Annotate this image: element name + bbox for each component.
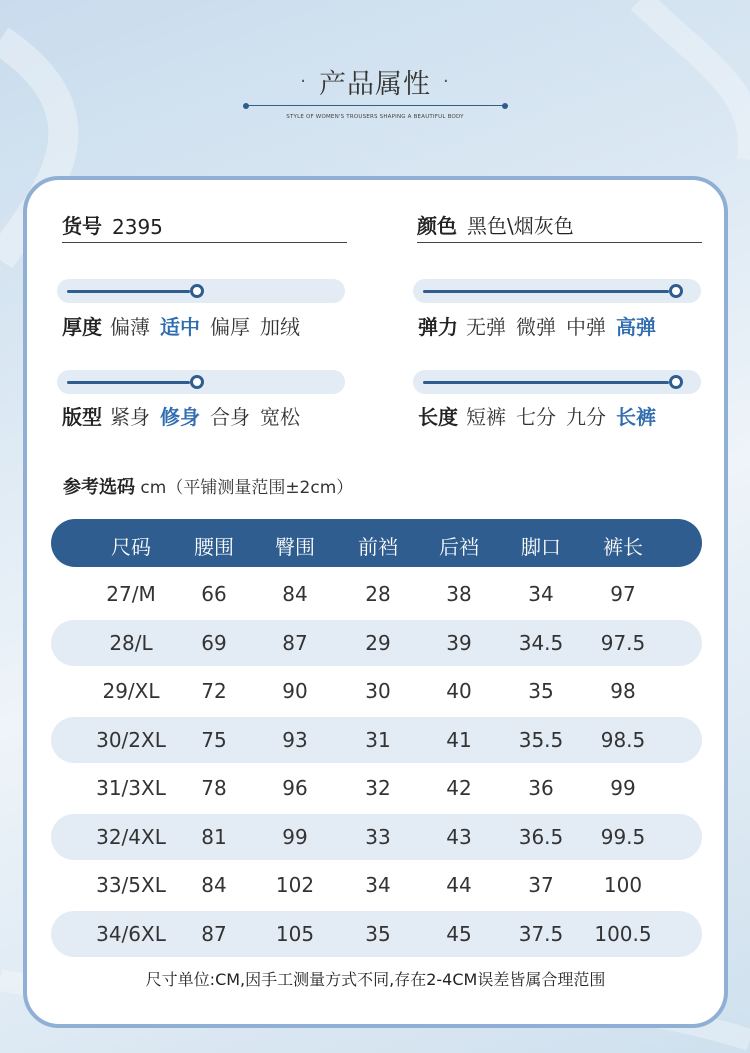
table-cell: 35.5 — [518, 727, 564, 752]
table-row — [51, 571, 702, 617]
table-row — [51, 814, 702, 860]
table-cell: 37 — [528, 873, 554, 897]
elasticity-option: 中弹 — [566, 315, 606, 339]
table-cell: 29 — [365, 630, 391, 655]
color-value: 黑色\烟灰色 — [467, 214, 574, 238]
fit-option: 紧身 — [110, 405, 150, 429]
table-cell: 90 — [282, 679, 308, 703]
page-subtitle: STYLE OF WOMEN'S TROUSERS SHAPING A BEAUTIFUL BODY — [286, 114, 464, 120]
table-cell: 87 — [282, 630, 308, 655]
table-cell: 36.5 — [518, 824, 564, 849]
table-cell: 99.5 — [600, 824, 646, 849]
table-cell: 98 — [610, 679, 636, 703]
elasticity-option: 无弹 — [466, 315, 506, 339]
table-cell: 28 — [365, 582, 391, 606]
length-label: 长度 — [418, 405, 458, 429]
fit-scale — [57, 370, 345, 394]
title-rule — [243, 103, 508, 107]
table-header-cell: 尺码 — [111, 535, 151, 559]
table-cell: 93 — [282, 727, 308, 752]
measurement-note: 尺寸单位:CM,因手工测量方式不同,存在2-4CM误差皆属合理范围 — [145, 970, 606, 989]
product-attributes-card — [23, 176, 728, 1028]
table-cell: 66 — [201, 582, 227, 606]
table-cell: 39 — [446, 630, 472, 655]
fit-options — [62, 401, 310, 430]
table-cell: 99 — [610, 776, 636, 800]
table-cell: 69 — [201, 630, 227, 655]
length-scale-fill — [423, 381, 669, 384]
table-cell: 42 — [446, 776, 472, 800]
size-table-header — [51, 519, 702, 567]
table-cell: 87 — [201, 921, 227, 946]
table-cell: 34 — [365, 873, 391, 897]
table-row — [51, 765, 702, 811]
length-options — [418, 401, 666, 430]
item-number-field — [62, 207, 347, 243]
table-cell: 41 — [446, 727, 472, 752]
elasticity-option: 微弹 — [516, 315, 556, 339]
fit-option: 宽松 — [260, 405, 300, 429]
table-cell: 34 — [528, 582, 554, 606]
fit-option: 合身 — [210, 405, 250, 429]
thickness-options — [62, 311, 310, 340]
table-cell: 27/M — [106, 582, 156, 606]
page-title — [300, 62, 449, 101]
color-field — [417, 207, 702, 243]
length-option: 九分 — [566, 405, 606, 429]
size-reference — [63, 473, 353, 499]
fit-option: 修身 — [160, 405, 200, 429]
page-header — [0, 62, 750, 120]
table-cell: 33/5XL — [96, 873, 166, 897]
fit-scale-knob — [190, 375, 204, 389]
table-cell: 34.5 — [518, 630, 564, 655]
table-cell: 78 — [201, 776, 227, 800]
table-cell: 38 — [446, 582, 472, 606]
table-row — [51, 862, 702, 908]
table-header-cell: 腰围 — [194, 535, 234, 559]
thickness-option: 偏厚 — [210, 315, 250, 339]
table-cell: 44 — [446, 873, 472, 897]
title-dot-left: · — [300, 71, 307, 92]
elasticity-options — [418, 311, 666, 340]
item-number-value: 2395 — [112, 215, 163, 239]
length-scale-knob — [669, 375, 683, 389]
table-cell: 43 — [446, 824, 472, 849]
table-cell: 45 — [446, 921, 472, 946]
table-cell: 100.5 — [594, 921, 652, 946]
size-reference-unit: cm（平铺测量范围±2cm） — [140, 478, 354, 498]
table-cell: 72 — [201, 679, 227, 703]
table-cell: 35 — [365, 921, 391, 946]
table-cell: 32 — [365, 776, 391, 800]
table-cell: 37.5 — [518, 921, 564, 946]
table-cell: 30 — [365, 679, 391, 703]
table-cell: 28/L — [109, 630, 153, 655]
table-cell: 30/2XL — [96, 727, 166, 752]
table-cell: 31 — [365, 727, 391, 752]
table-cell: 34/6XL — [96, 921, 166, 946]
table-cell: 40 — [446, 679, 472, 703]
table-cell: 75 — [201, 727, 227, 752]
thickness-option: 适中 — [160, 315, 200, 339]
table-header-cell: 脚口 — [521, 535, 561, 559]
thickness-scale-knob — [190, 284, 204, 298]
table-row — [51, 668, 702, 714]
table-cell: 29/XL — [102, 679, 160, 703]
fit-scale-fill — [67, 381, 190, 384]
table-header-cell: 后裆 — [439, 535, 479, 559]
thickness-option: 加绒 — [260, 315, 300, 339]
table-cell: 100 — [603, 873, 643, 897]
elasticity-scale-fill — [423, 290, 669, 293]
table-header-cell: 臀围 — [275, 535, 315, 559]
table-header-cell: 裤长 — [603, 535, 643, 559]
length-option: 七分 — [516, 405, 556, 429]
fit-label: 版型 — [62, 405, 102, 429]
table-cell: 35 — [528, 679, 554, 703]
table-row — [51, 911, 702, 957]
table-cell: 31/3XL — [96, 776, 166, 800]
length-option: 短裤 — [466, 405, 506, 429]
table-cell: 32/4XL — [96, 824, 166, 849]
table-cell: 105 — [275, 921, 315, 946]
table-cell: 97 — [610, 582, 636, 606]
table-cell: 81 — [201, 824, 227, 849]
item-number-label: 货号 — [62, 214, 102, 238]
length-option: 长裤 — [616, 405, 656, 429]
table-cell: 33 — [365, 824, 391, 849]
table-cell: 84 — [282, 582, 308, 606]
table-cell: 99 — [282, 824, 308, 849]
elasticity-scale-knob — [669, 284, 683, 298]
table-cell: 36 — [528, 776, 554, 800]
table-cell: 96 — [282, 776, 308, 800]
thickness-option: 偏薄 — [110, 315, 150, 339]
table-row — [51, 717, 702, 763]
table-cell: 97.5 — [600, 630, 646, 655]
elasticity-label: 弹力 — [418, 315, 458, 339]
table-cell: 98.5 — [600, 727, 646, 752]
size-reference-label: 参考选码 — [63, 477, 135, 498]
table-cell: 84 — [201, 873, 227, 897]
table-row — [51, 620, 702, 666]
thickness-scale-fill — [67, 290, 190, 293]
elasticity-scale — [413, 279, 701, 303]
length-scale — [413, 370, 701, 394]
elasticity-option: 高弹 — [616, 315, 656, 339]
color-label: 颜色 — [417, 214, 457, 238]
thickness-scale — [57, 279, 345, 303]
table-cell: 102 — [275, 873, 315, 897]
thickness-label: 厚度 — [62, 315, 102, 339]
title-text: 产品属性 — [319, 69, 431, 100]
title-dot-right: · — [443, 71, 450, 92]
table-header-cell: 前裆 — [358, 535, 398, 559]
